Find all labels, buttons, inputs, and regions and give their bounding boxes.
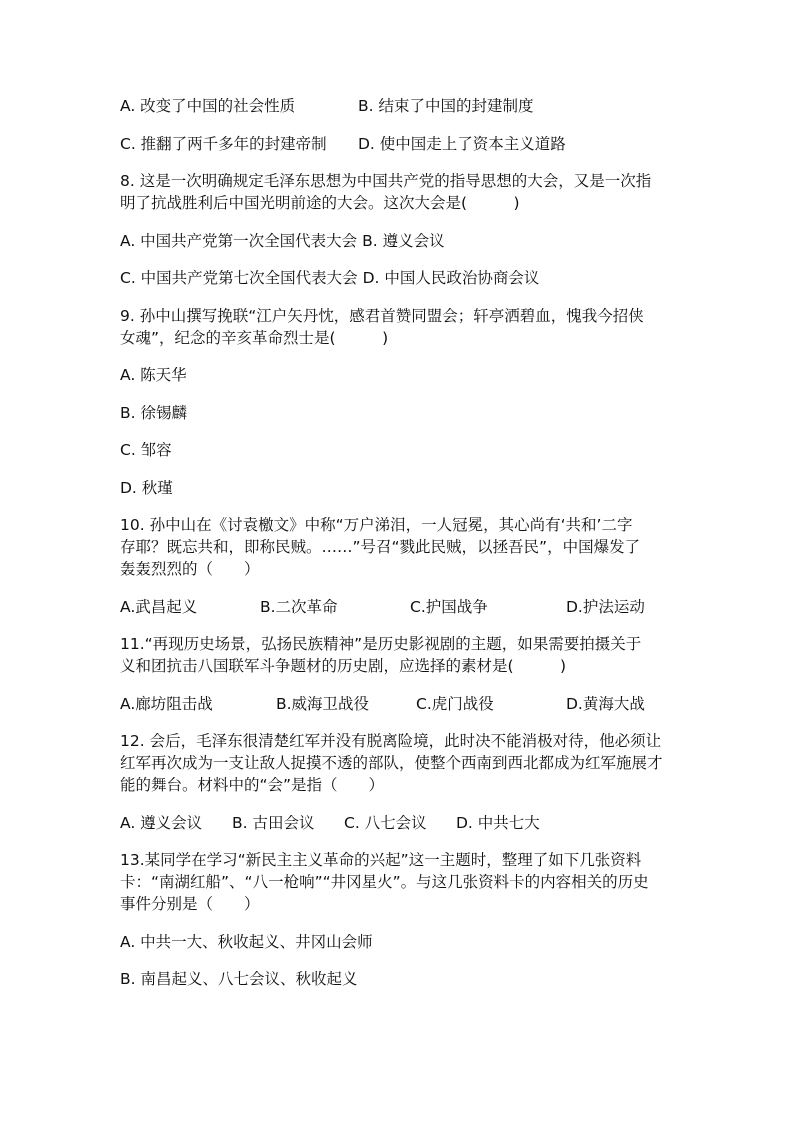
q12-line-1: 12. 会后，毛泽东很清楚红军并没有脱离险境，此时决不能消极对待，他必须让 [120, 732, 662, 750]
q11-option-b: B.威海卫战役 [276, 694, 370, 713]
q11-line-1: 11.“再现历史场景，弘扬民族精神”是历史影视剧的主题，如果需要拍摄关于 [120, 635, 642, 653]
question-8 [120, 170, 680, 214]
q9-option-b-row [120, 402, 680, 424]
q10-line-1: 10. 孙中山在《讨袁檄文》中称“万户涕泪，一人冠冕，其心尚有‘共和’二字 [120, 516, 633, 534]
q7-options-row1 [120, 95, 680, 117]
q7-options-row2 [120, 133, 680, 155]
question-10 [120, 514, 680, 580]
question-11 [120, 633, 680, 677]
q9-line-2: 女魂”，纪念的辛亥革命烈士是( ) [120, 328, 389, 347]
q11-option-a: A.廊坊阻击战 [120, 694, 213, 713]
q7-option-c: C. 推翻了两千多年的封建帝制 [120, 134, 327, 153]
q9-option-b: B. 徐锡麟 [120, 403, 187, 422]
q10-line-2: 存耶？既忘共和，即称民贼。……”号召“戮此民贼，以拯吾民”，中国爆发了 [120, 538, 641, 556]
q12-option-d: D. 中共七大 [456, 813, 540, 832]
q8-line-1: 8. 这是一次明确规定毛泽东思想为中国共产党的指导思想的大会，又是一次指 [120, 172, 652, 190]
q13-option-b-row [120, 968, 680, 990]
q10-option-a: A.武昌起义 [120, 597, 198, 616]
q10-options [120, 596, 680, 618]
q9-option-c-row [120, 439, 680, 461]
q8-options-row1 [120, 230, 680, 252]
q9-option-a-row [120, 364, 680, 386]
q13-line-1: 13.某同学在学习“新民主主义革命的兴起”这一主题时，整理了如下几张资料 [120, 851, 642, 869]
exam-page [120, 95, 680, 1006]
q13-line-2: 卡：“南湖红船”、“八一枪响”“井冈星火”。与这几张资料卡的内容相关的历史 [120, 873, 649, 891]
q7-option-d: D. 使中国走上了资本主义道路 [358, 134, 566, 153]
q12-line-3: 能的舞台。材料中的“会”是指（ ） [120, 776, 385, 794]
question-13 [120, 849, 680, 915]
q12-option-c: C. 八七会议 [344, 813, 427, 832]
q12-line-2: 红军再次成为一支让敌人捉摸不透的部队，使整个西南到西北都成为红军施展才 [120, 754, 663, 772]
q9-option-c: C. 邹容 [120, 441, 172, 459]
q7-option-a: A. 改变了中国的社会性质 [120, 97, 296, 115]
q10-line-3: 轰轰烈烈的（ ） [120, 560, 260, 578]
q12-option-b: B. 古田会议 [232, 813, 315, 832]
q10-option-b: B.二次革命 [260, 597, 338, 616]
q13-option-a: A. 中共一大、秋收起义、井冈山会师 [120, 932, 373, 951]
q10-option-d: D.护法运动 [566, 597, 645, 616]
q13-option-a-row [120, 931, 680, 953]
q10-option-c: C.护国战争 [410, 597, 488, 616]
q8-options-ab: A. 中国共产党第一次全国代表大会 B. 遵义会议 [120, 231, 445, 250]
q11-option-c: C.虎门战役 [416, 694, 494, 713]
q8-line-2: 明了抗战胜利后中国光明前途的大会。这次大会是( ) [120, 194, 520, 212]
q12-options [120, 812, 680, 834]
question-9 [120, 305, 680, 349]
q12-option-a: A. 遵义会议 [120, 813, 203, 832]
q9-option-a: A. 陈天华 [120, 366, 187, 384]
q9-option-d-row [120, 477, 680, 499]
q7-option-b: B. 结束了中国的封建制度 [358, 97, 534, 115]
q8-options-row2 [120, 267, 680, 289]
q13-line-3: 事件分别是（ ） [120, 895, 260, 913]
q9-line-1: 9. 孙中山撰写挽联“江户矢丹忱，感君首赞同盟会；轩亭洒碧血，愧我今招侠 [120, 306, 644, 325]
question-12 [120, 730, 680, 796]
q13-option-b: B. 南昌起义、八七会议、秋收起义 [120, 970, 358, 988]
q11-line-2: 义和团抗击八国联军斗争题材的历史剧，应选择的素材是( ) [120, 657, 567, 675]
q11-option-d: D.黄海大战 [566, 694, 645, 713]
q8-options-cd: C. 中国共产党第七次全国代表大会 D. 中国人民政治协商会议 [120, 269, 540, 287]
q9-option-d: D. 秋瑾 [120, 478, 173, 497]
q11-options [120, 693, 680, 715]
